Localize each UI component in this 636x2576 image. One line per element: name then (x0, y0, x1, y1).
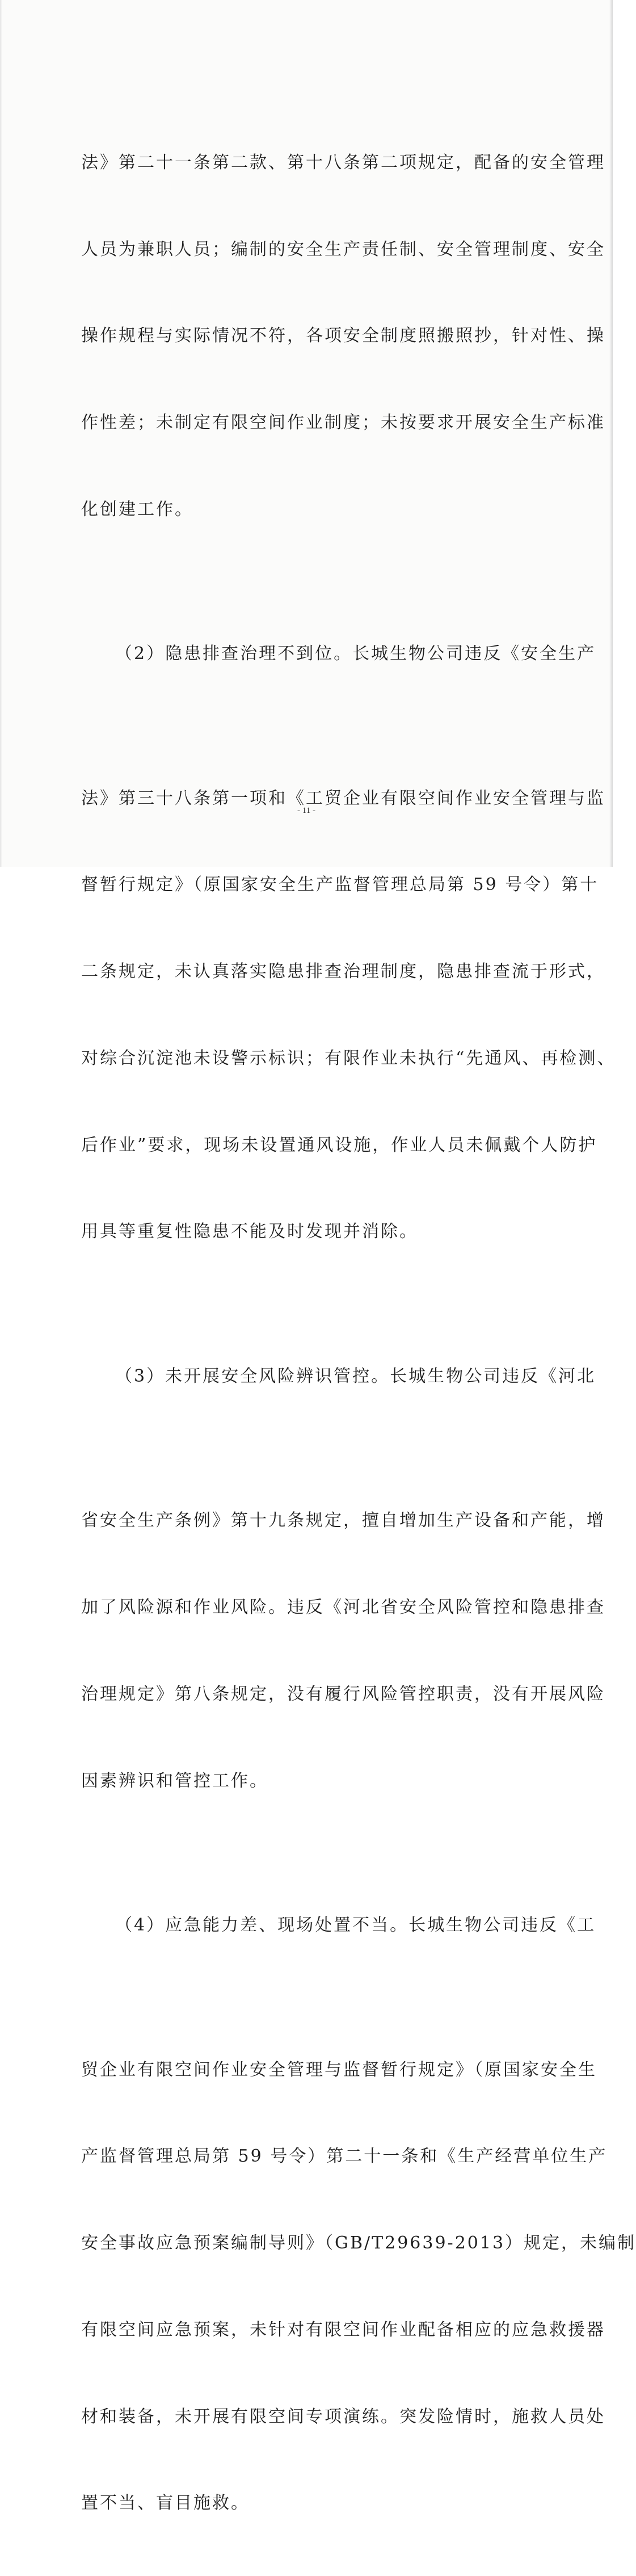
text-line: 治理规定》第八条规定，没有履行风险管控职责，没有开展风险 (81, 1684, 605, 1704)
scan-edge-right (609, 0, 613, 867)
text-line: 二条规定，未认真落实隐患排查治理制度，隐患排查流于形式， (81, 962, 605, 982)
text-line: 产监督管理总局第 59 号令）第二十一条和《生产经营单位生产 (81, 2146, 608, 2167)
text-line: 人员为兼职人员；编制的安全生产责任制、安全管理制度、安全 (81, 239, 605, 259)
paragraph-continued (81, 1449, 605, 1854)
text-line: （4）应急能力差、现场处置不当。长城生物公司违反《工 (115, 1915, 596, 1936)
text-line: （3）未开展安全风险辨识管控。长城生物公司违反《河北 (115, 1366, 596, 1386)
text-line: 操作规程与实际情况不符，各项安全制度照搬照抄，针对性、操 (81, 326, 605, 346)
text-line: 贸企业有限空间作业安全管理与监督暂行规定》（原国家安全生 (81, 2059, 597, 2080)
text-line: （2）隐患排查治理不到位。长城生物公司违反《安全生产 (115, 644, 596, 664)
text-line: 后作业”要求，现场未设置通风设施，作业人员未佩戴个人防护 (81, 1135, 597, 1155)
text-line: 加了风险源和作业风险。违反《河北省安全风险管控和隐患排查 (81, 1597, 605, 1618)
text-line: 用具等重复性隐患不能及时发现并消除。 (81, 1222, 418, 1242)
text-line: 置不当、盲目施救。 (81, 2493, 250, 2514)
text-line: 省安全生产条例》第十九条规定，擅自增加生产设备和产能，增 (81, 1511, 605, 1531)
paragraph-continued (81, 1998, 636, 2576)
scan-edge-left (0, 0, 2, 867)
text-line: 法》第三十八条第一项和《工贸企业有限空间作业安全管理与监 (81, 788, 605, 808)
text-line: 材和装备，未开展有限空间专项演练。突发险情时，施救人员处 (81, 2406, 605, 2427)
paragraph (81, 1304, 596, 1449)
document-body (81, 91, 636, 2576)
text-line: 作性差；未制定有限空间作业制度；未按要求开展安全生产标准 (81, 412, 605, 433)
paragraph (81, 1853, 596, 1998)
page-number: - 11 - (297, 806, 315, 815)
text-line: 化创建工作。 (81, 499, 193, 519)
text-line: 有限空间应急预案，未针对有限空间作业配备相应的应急救援器 (81, 2319, 605, 2340)
text-line: 因素辨识和管控工作。 (81, 1771, 268, 1791)
text-line: 法》第二十一条第二款、第十八条第二项规定，配备的安全管理 (81, 152, 605, 173)
text-line: 督暂行规定》（原国家安全生产监督管理总局第 59 号令）第十 (81, 875, 599, 895)
text-line: 安全事故应急预案编制导则》（GB/T29639-2013）规定，未编制 (81, 2233, 636, 2254)
paragraph (81, 582, 596, 727)
paragraph (81, 91, 605, 582)
text-line: 对综合沉淀池未设警示标识；有限作业未执行“先通风、再检测、 (81, 1048, 616, 1068)
